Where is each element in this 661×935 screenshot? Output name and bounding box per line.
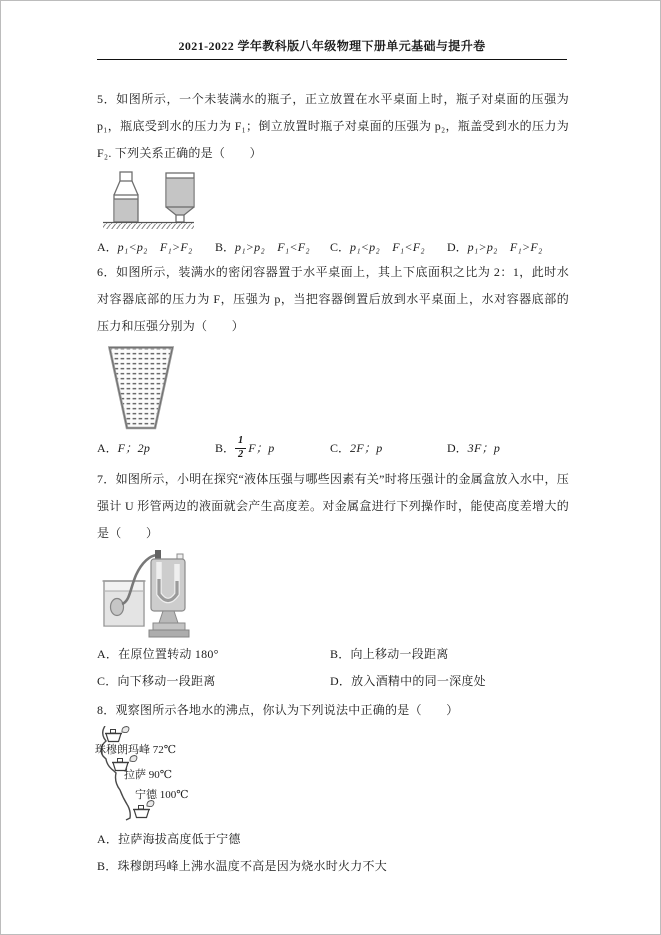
question-6-options bbox=[97, 432, 567, 464]
option-8b: B．珠穆朗玛峰上沸水温度不高是因为烧水时火力不大 bbox=[97, 859, 388, 873]
manometer-figure bbox=[101, 549, 201, 639]
question-7-text: 7．如图所示，小明在探究“液体压强与哪些因素有关”时将压强计的金属盒放入水中，压强计 U 形管两边的液面就会产生高度差。对金属盒进行下列操作时，能使高度差增大的是（ ） bbox=[97, 472, 569, 540]
option-6d bbox=[447, 438, 500, 458]
lhasa-label: 拉萨 90℃ bbox=[124, 769, 173, 781]
option-label: B． bbox=[215, 240, 236, 254]
option-label: A． bbox=[97, 441, 118, 455]
question-8 bbox=[97, 697, 567, 880]
question-6-text: 6．如图所示，装满水的密闭容器置于水平桌面上，其上下底面积之比为 2：1，此时水对容器底部的压力为 F，压强为 p，当把容器倒置后放到水平桌面上，水对容器底部的压力和压强分别为（ ） bbox=[97, 265, 569, 333]
kettle-icon bbox=[105, 730, 122, 742]
question-8-text: 8．观察图所示各地水的沸点，你认为下列说法中正确的是（ ） bbox=[97, 703, 459, 717]
question-8-options bbox=[97, 826, 567, 880]
option-7c: C．向下移动一段距离 bbox=[97, 674, 216, 688]
stand-base-top bbox=[153, 623, 185, 630]
water-upright bbox=[115, 199, 138, 222]
metal-box bbox=[111, 599, 124, 616]
option-math: p₁<p₂ F₁>F₂ bbox=[117, 240, 193, 254]
option-6b bbox=[215, 435, 330, 460]
option-math: p₁>p₂ F₁>F₂ bbox=[467, 240, 543, 254]
steam-icon bbox=[147, 801, 154, 807]
boiling-points-figure bbox=[93, 726, 218, 821]
option-6a bbox=[97, 438, 215, 458]
option-label: D． bbox=[447, 240, 468, 254]
option-label: C． bbox=[330, 441, 351, 455]
option-math: 3F；p bbox=[467, 441, 501, 455]
trapezoid-container bbox=[110, 348, 173, 429]
option-5b bbox=[215, 237, 330, 257]
ningde-label: 宁德 100℃ bbox=[135, 789, 189, 801]
option-math: p₁>p₂ F₁<F₂ bbox=[235, 240, 310, 254]
option-label: C． bbox=[330, 240, 351, 254]
option-7b: B．向上移动一段距离 bbox=[330, 647, 449, 661]
option-7a: A．在原位置转动 180° bbox=[97, 647, 219, 661]
option-5c bbox=[330, 237, 447, 257]
question-6-figure bbox=[108, 346, 567, 430]
question-5-text: 5．如图所示，一个未装满水的瓶子，正立放置在水平桌面上时，瓶子对桌面的压强为 p₁，瓶底受到水的压力为 F₁；倒立放置时瓶子对桌面的压强为 p₂，瓶盖受到水的压力为 F₂. 下列关系正确的是（ ） bbox=[97, 92, 569, 160]
kettle-icon bbox=[133, 806, 150, 818]
option-7d: D．放入酒精中的同一深度处 bbox=[330, 674, 486, 688]
option-6c bbox=[330, 438, 447, 458]
option-label: D． bbox=[447, 441, 468, 455]
option-math: F；p bbox=[248, 441, 275, 455]
question-5-figure bbox=[101, 170, 567, 232]
doc-title: 2021-2022 学年教科版八年级物理下册单元基础与提升卷 bbox=[178, 39, 486, 53]
fraction-denominator: 2 bbox=[238, 448, 244, 460]
option-8a: A．拉萨海拔高度低于宁德 bbox=[97, 832, 241, 846]
option-math: F；2p bbox=[117, 441, 151, 455]
steam-icon bbox=[130, 756, 137, 762]
option-5a bbox=[97, 237, 215, 257]
question-6 bbox=[97, 259, 567, 464]
stand-stem bbox=[159, 611, 178, 623]
option-math: 2F；p bbox=[350, 441, 383, 455]
question-7 bbox=[97, 466, 567, 695]
fraction bbox=[235, 435, 246, 460]
question-7-options bbox=[97, 641, 567, 695]
question-8-figure bbox=[93, 726, 567, 821]
option-math: p₁<p₂ F₁<F₂ bbox=[350, 240, 425, 254]
doc-header bbox=[97, 37, 567, 60]
question-5 bbox=[97, 86, 567, 257]
water-inverted bbox=[167, 178, 193, 207]
stand-base-bottom bbox=[149, 630, 189, 637]
container-figure bbox=[108, 346, 174, 430]
question-5-options bbox=[97, 237, 567, 257]
option-label: B． bbox=[215, 441, 236, 455]
everest-label: 珠穆朗玛峰 72℃ bbox=[95, 744, 177, 756]
question-7-figure bbox=[101, 549, 567, 639]
steam-icon bbox=[122, 727, 129, 733]
ground-hatch bbox=[103, 223, 194, 229]
bottles-figure bbox=[101, 170, 196, 232]
fraction-numerator: 1 bbox=[235, 435, 246, 448]
option-label: A． bbox=[97, 240, 118, 254]
option-5d bbox=[447, 237, 543, 257]
